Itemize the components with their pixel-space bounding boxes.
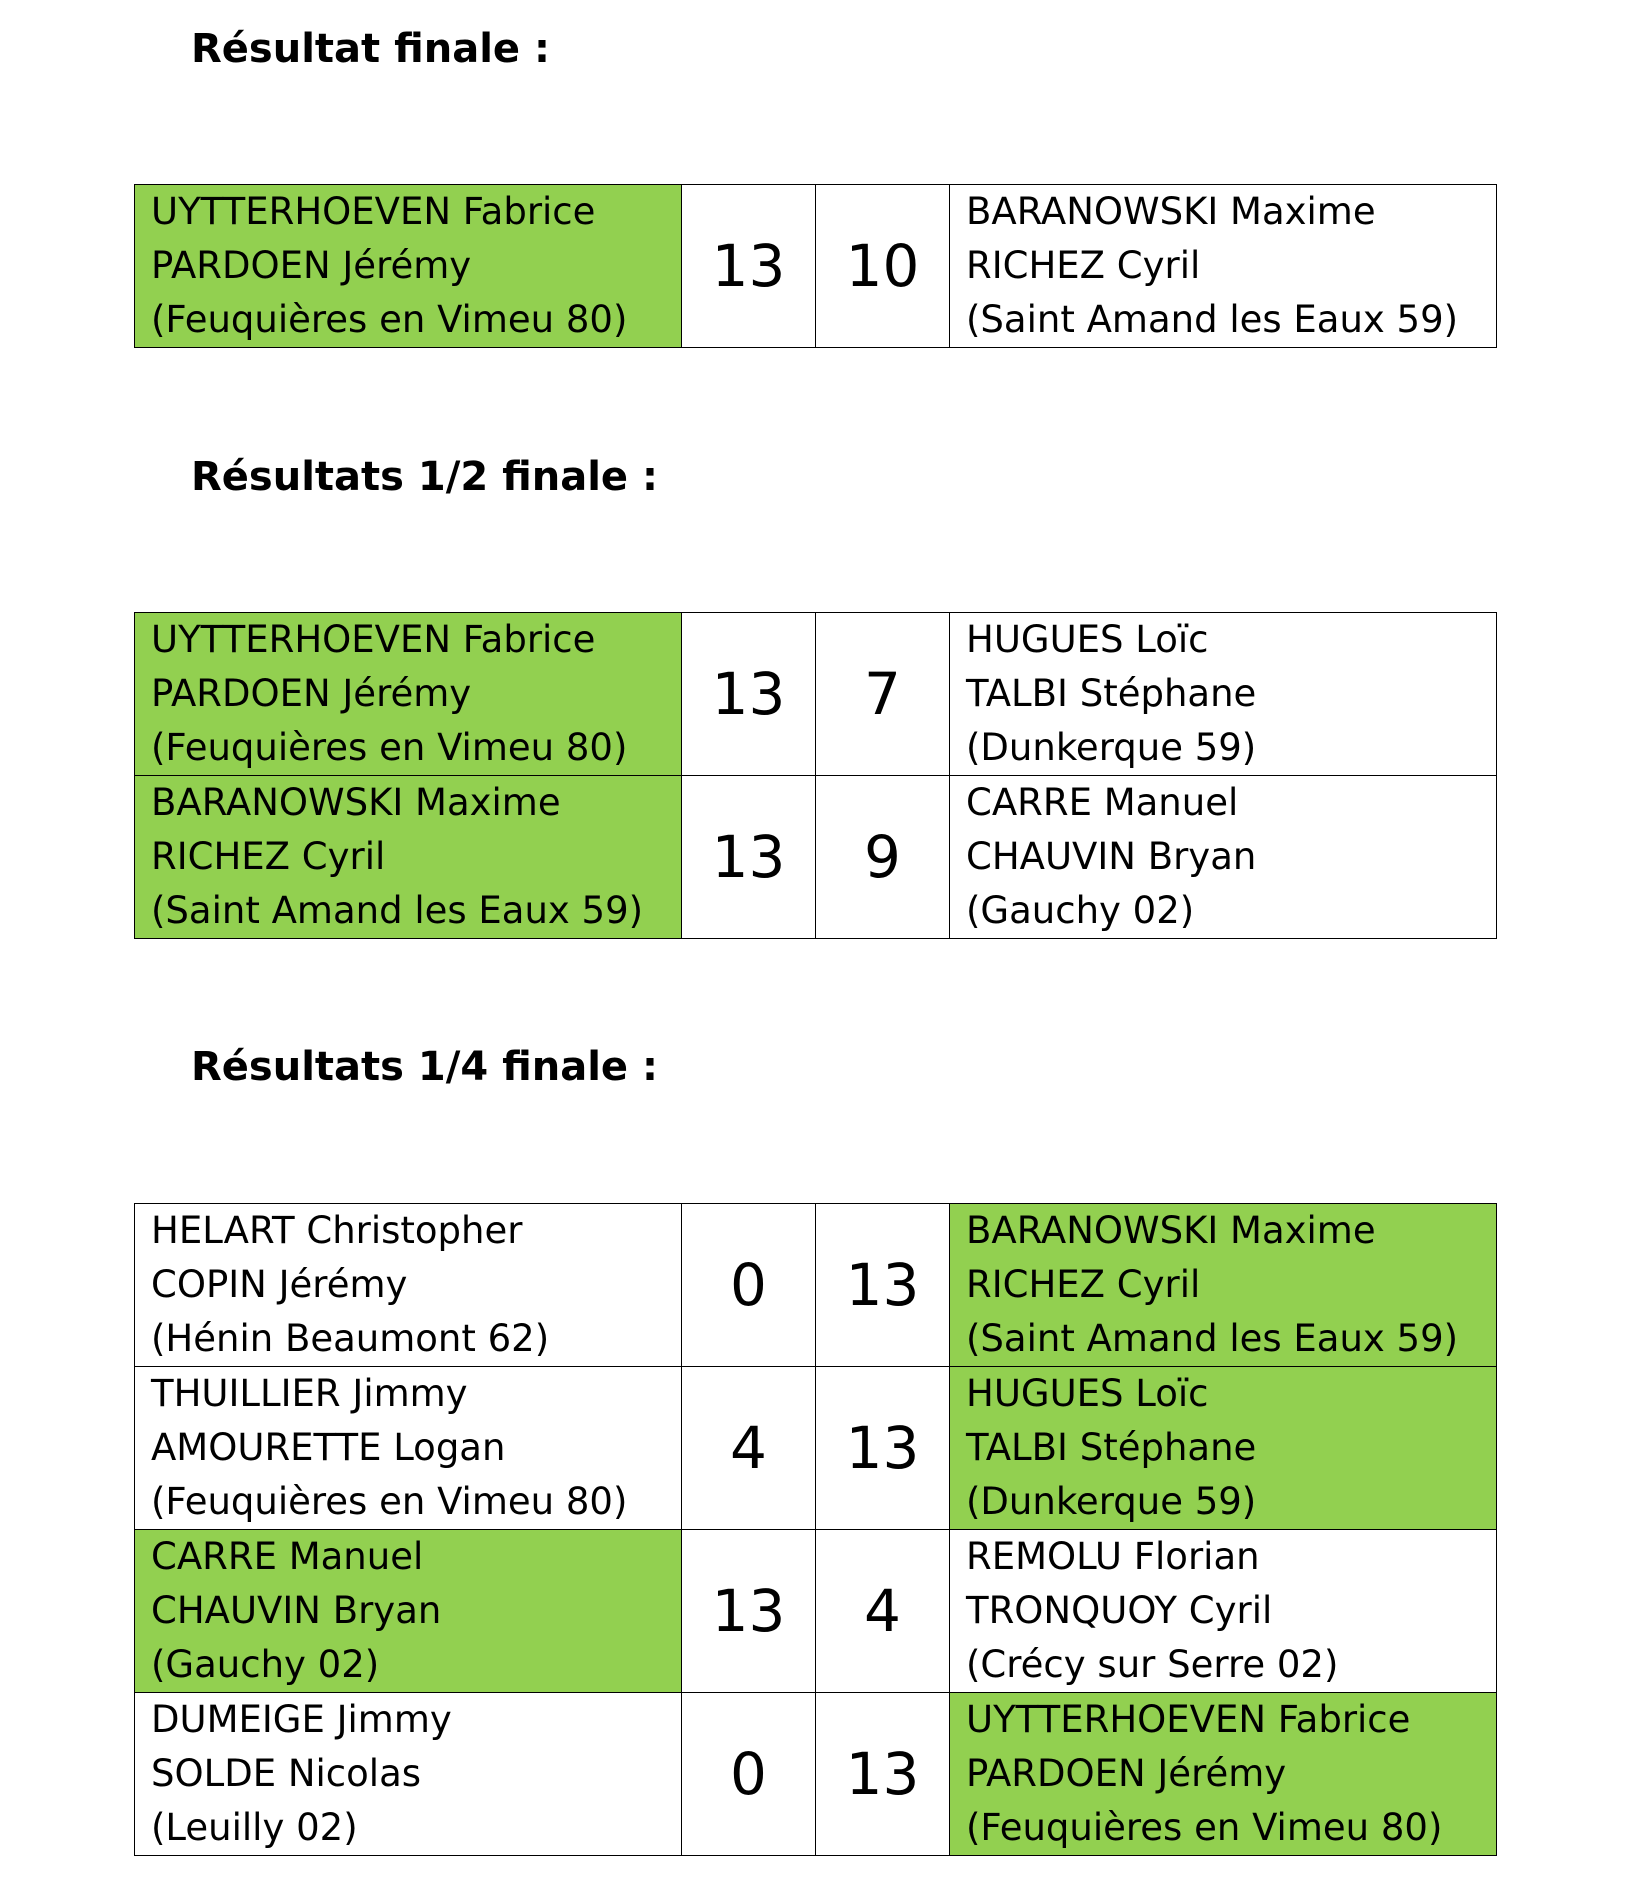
team-club: (Feuquières en Vimeu 80) [151, 1480, 628, 1523]
team-player-2: PARDOEN Jérémy [151, 672, 472, 715]
team-club: (Hénin Beaumont 62) [151, 1317, 550, 1360]
match-row [135, 1530, 1497, 1693]
team-club: (Saint Amand les Eaux 59) [966, 1317, 1459, 1360]
team-player-2: AMOURETTE Logan [151, 1426, 506, 1469]
team-player-2: PARDOEN Jérémy [966, 1752, 1287, 1795]
final-title: Résultat finale : [191, 26, 550, 72]
team-club: (Saint Amand les Eaux 59) [966, 298, 1459, 341]
right-team-cell [950, 1204, 1497, 1367]
right-team-cell [950, 1530, 1497, 1693]
team-club: (Gauchy 02) [966, 889, 1195, 932]
quarter-final-results-table [134, 1203, 1497, 1856]
team-club: (Leuilly 02) [151, 1806, 358, 1849]
team-club: (Dunkerque 59) [966, 726, 1257, 769]
right-score: 13 [816, 1693, 950, 1856]
team-player-1: HUGUES Loïc [966, 1372, 1209, 1415]
left-team-cell [135, 776, 682, 939]
team-player-2: TALBI Stéphane [966, 1426, 1257, 1469]
right-score: 10 [816, 185, 950, 348]
right-team-cell [950, 613, 1497, 776]
team-club: (Feuquières en Vimeu 80) [151, 298, 628, 341]
team-player-2: RICHEZ Cyril [966, 244, 1201, 287]
left-score: 13 [682, 185, 816, 348]
team-player-1: CARRE Manuel [151, 1535, 424, 1578]
match-row [135, 1367, 1497, 1530]
left-team-cell [135, 185, 682, 348]
team-club: (Feuquières en Vimeu 80) [151, 726, 628, 769]
team-player-2: PARDOEN Jérémy [151, 244, 472, 287]
team-player-2: CHAUVIN Bryan [151, 1589, 442, 1632]
left-team-cell [135, 1367, 682, 1530]
match-row [135, 613, 1497, 776]
team-player-1: DUMEIGE Jimmy [151, 1698, 452, 1741]
team-player-2: TRONQUOY Cyril [966, 1589, 1273, 1632]
match-row [135, 1204, 1497, 1367]
right-score: 7 [816, 613, 950, 776]
right-team-cell [950, 776, 1497, 939]
final-results-table [134, 184, 1497, 348]
team-player-1: UYTTERHOEVEN Fabrice [151, 618, 596, 661]
left-team-cell [135, 1530, 682, 1693]
right-score: 9 [816, 776, 950, 939]
team-player-1: BARANOWSKI Maxime [966, 1209, 1376, 1252]
team-club: (Feuquières en Vimeu 80) [966, 1806, 1443, 1849]
team-player-2: TALBI Stéphane [966, 672, 1257, 715]
left-score: 0 [682, 1693, 816, 1856]
left-score: 0 [682, 1204, 816, 1367]
left-team-cell [135, 1693, 682, 1856]
right-score: 13 [816, 1367, 950, 1530]
team-player-2: RICHEZ Cyril [966, 1263, 1201, 1306]
team-player-1: HUGUES Loïc [966, 618, 1209, 661]
team-club: (Dunkerque 59) [966, 1480, 1257, 1523]
team-player-1: BARANOWSKI Maxime [151, 781, 561, 824]
team-club: (Crécy sur Serre 02) [966, 1643, 1339, 1686]
team-club: (Saint Amand les Eaux 59) [151, 889, 644, 932]
team-player-1: THUILLIER Jimmy [151, 1372, 468, 1415]
semi-final-results-table [134, 612, 1497, 939]
right-score: 13 [816, 1204, 950, 1367]
team-player-2: RICHEZ Cyril [151, 835, 386, 878]
left-team-cell [135, 1204, 682, 1367]
team-player-2: SOLDE Nicolas [151, 1752, 422, 1795]
right-team-cell [950, 1367, 1497, 1530]
left-score: 13 [682, 613, 816, 776]
match-row [135, 776, 1497, 939]
team-player-1: CARRE Manuel [966, 781, 1239, 824]
left-score: 13 [682, 776, 816, 939]
team-player-1: BARANOWSKI Maxime [966, 190, 1376, 233]
right-team-cell [950, 185, 1497, 348]
left-score: 4 [682, 1367, 816, 1530]
team-player-1: UYTTERHOEVEN Fabrice [966, 1698, 1411, 1741]
team-player-1: UYTTERHOEVEN Fabrice [151, 190, 596, 233]
match-row [135, 185, 1497, 348]
team-club: (Gauchy 02) [151, 1643, 380, 1686]
right-team-cell [950, 1693, 1497, 1856]
right-score: 4 [816, 1530, 950, 1693]
left-team-cell [135, 613, 682, 776]
match-row [135, 1693, 1497, 1856]
left-score: 13 [682, 1530, 816, 1693]
team-player-1: REMOLU Florian [966, 1535, 1260, 1578]
team-player-2: COPIN Jérémy [151, 1263, 408, 1306]
quarter-final-title: Résultats 1/4 finale : [191, 1044, 658, 1090]
semi-final-title: Résultats 1/2 finale : [191, 454, 658, 500]
team-player-2: CHAUVIN Bryan [966, 835, 1257, 878]
team-player-1: HELART Christopher [151, 1209, 523, 1252]
